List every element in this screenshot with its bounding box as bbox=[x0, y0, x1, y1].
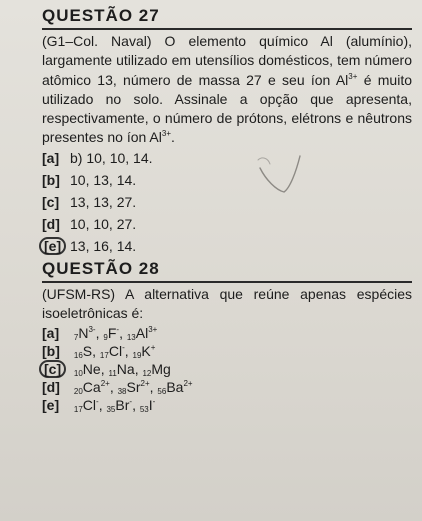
separator: , bbox=[134, 361, 143, 377]
element: F bbox=[107, 325, 117, 341]
option-c[interactable] bbox=[42, 360, 402, 378]
option-label: [d] bbox=[42, 379, 60, 395]
option-e[interactable] bbox=[42, 235, 402, 257]
question-28-options bbox=[42, 324, 402, 414]
separator: , bbox=[100, 361, 109, 377]
option-label: [b] bbox=[42, 172, 60, 188]
element: Sr bbox=[126, 379, 141, 395]
atomic-number: 11 bbox=[108, 369, 117, 378]
atomic-number: 35 bbox=[106, 405, 116, 414]
atomic-number: 13 bbox=[126, 333, 136, 342]
separator: , bbox=[109, 379, 118, 395]
atomic-number: 38 bbox=[117, 387, 127, 396]
option-label: [a] bbox=[42, 325, 60, 341]
question-27-stem bbox=[42, 32, 412, 148]
element: Cl bbox=[108, 343, 123, 359]
question-28-title: QUESTÃO 28 bbox=[42, 259, 160, 278]
element: K bbox=[141, 343, 151, 359]
charge: - bbox=[129, 397, 133, 406]
atomic-number: 19 bbox=[132, 351, 142, 360]
option-label-wrap bbox=[42, 235, 70, 257]
option-e[interactable] bbox=[42, 396, 402, 414]
charge: - bbox=[116, 325, 120, 334]
element: Al bbox=[135, 325, 149, 341]
option-text: 13, 16, 14. bbox=[70, 238, 137, 254]
atomic-number: 56 bbox=[157, 387, 167, 396]
element: N bbox=[78, 325, 89, 341]
option-label: [a] bbox=[42, 150, 60, 166]
charge: - bbox=[122, 343, 125, 352]
ion-charge: 3+ bbox=[161, 129, 171, 139]
element: Cl bbox=[82, 397, 97, 413]
separator: , bbox=[149, 379, 158, 395]
atomic-number: 17 bbox=[73, 405, 83, 414]
option-c[interactable] bbox=[42, 191, 402, 213]
divider bbox=[42, 28, 412, 30]
separator: , bbox=[92, 343, 100, 359]
element: Ca bbox=[82, 379, 101, 395]
atomic-number: 7 bbox=[73, 333, 79, 342]
atomic-number: 20 bbox=[73, 387, 83, 396]
question-27-options bbox=[42, 147, 402, 257]
option-label: [c] bbox=[42, 194, 60, 210]
option-a[interactable] bbox=[42, 147, 402, 169]
element: S bbox=[82, 343, 93, 359]
question-27-title: QUESTÃO 27 bbox=[42, 6, 160, 25]
question-28-stem: (UFSM-RS) A alternativa que reúne apenas espécies isoeletrônicas é: bbox=[42, 286, 412, 322]
charge: 3- bbox=[88, 325, 96, 334]
stem-text: O elemento químico Al (alumínio), largamente utilizado em utensílios domésticos, tem número atômico 13, número de massa 27 e seu íon Al bbox=[42, 33, 412, 88]
option-label: [d] bbox=[42, 216, 60, 232]
option-d[interactable] bbox=[42, 378, 402, 396]
option-b[interactable] bbox=[42, 169, 402, 191]
option-a[interactable] bbox=[42, 324, 402, 342]
option-label: [c] bbox=[39, 360, 66, 378]
separator: , bbox=[98, 397, 107, 413]
separator: , bbox=[119, 325, 127, 341]
separator: , bbox=[95, 325, 104, 341]
element: Na bbox=[116, 361, 135, 377]
element: Ba bbox=[166, 379, 184, 395]
option-text: 10, 13, 14. bbox=[70, 172, 137, 188]
charge: 3+ bbox=[148, 325, 158, 334]
element: Br bbox=[115, 397, 130, 413]
element: Ne bbox=[82, 361, 101, 377]
stem-text: . bbox=[171, 129, 175, 146]
atomic-number: 12 bbox=[142, 369, 152, 378]
separator: , bbox=[124, 343, 133, 359]
atomic-number: 10 bbox=[73, 369, 83, 378]
separator: , bbox=[132, 397, 140, 413]
charge: - bbox=[96, 397, 99, 406]
atomic-number: 9 bbox=[103, 333, 108, 342]
atomic-number: 17 bbox=[99, 351, 109, 360]
charge: 2+ bbox=[140, 379, 150, 388]
handwritten-check-mark bbox=[256, 150, 326, 200]
option-text: 10, 10, 27. bbox=[70, 216, 137, 232]
atomic-number: 53 bbox=[139, 405, 149, 414]
element: Mg bbox=[151, 361, 171, 377]
option-text: b) 10, 10, 14. bbox=[70, 150, 153, 166]
option-text: 13, 13, 27. bbox=[70, 194, 137, 210]
charge: + bbox=[150, 343, 156, 352]
option-label: [b] bbox=[42, 343, 60, 359]
charge: - bbox=[152, 397, 156, 406]
ion-charge: 3+ bbox=[348, 71, 358, 81]
divider bbox=[42, 281, 412, 283]
source: (G1–Col. Naval) bbox=[42, 33, 152, 49]
element: I bbox=[148, 397, 153, 413]
charge: 2+ bbox=[100, 379, 110, 388]
stem-text: é muito utilizado no solo. Assinale a opção que apresenta, respectivamente, o número de prótons, elétrons e nêutrons presentes no íon Al bbox=[42, 71, 412, 146]
option-label: [e] bbox=[39, 237, 66, 255]
option-b[interactable] bbox=[42, 342, 402, 360]
atomic-number: 16 bbox=[73, 351, 83, 360]
option-label-wrap bbox=[42, 360, 70, 378]
option-d[interactable] bbox=[42, 213, 402, 235]
charge: 2+ bbox=[183, 379, 193, 388]
option-label: [e] bbox=[42, 397, 60, 413]
